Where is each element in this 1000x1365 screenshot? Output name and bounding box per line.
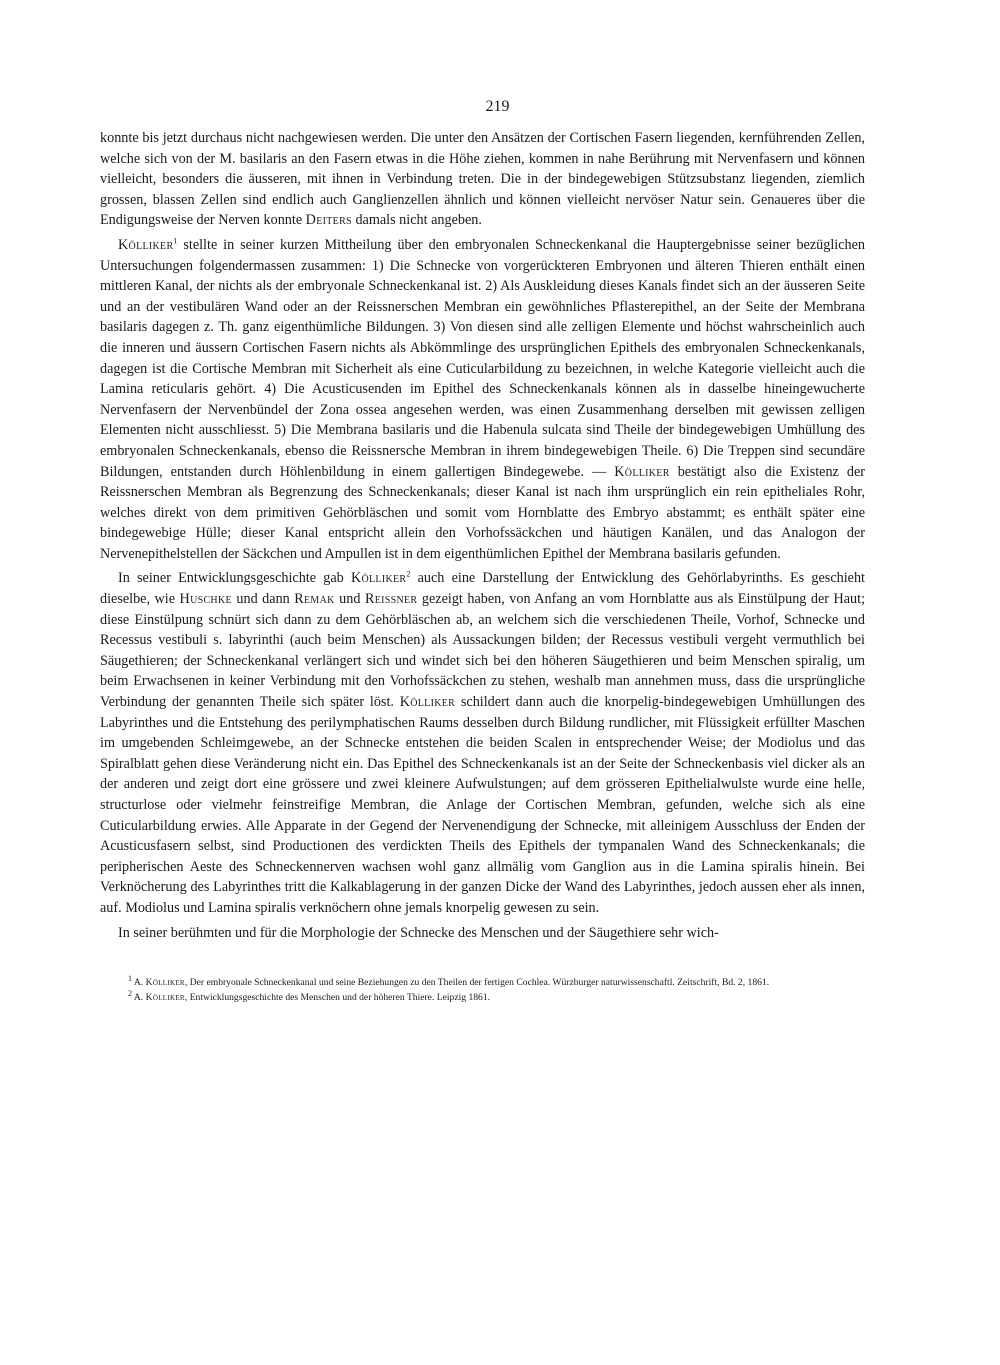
author-name: Kölliker	[614, 463, 670, 480]
paragraph	[100, 923, 865, 944]
body-text	[100, 128, 865, 943]
author-name: Kölliker	[350, 570, 407, 587]
text-run: und	[334, 591, 365, 608]
text-run: In seiner berühmten und für die Morphologie der Schnecke des Menschen und der Säugethiere sehr wich-	[118, 924, 719, 941]
footnote	[100, 975, 865, 990]
text-run: gezeigt haben, von Anfang an vom Hornblatte aus als Einstülpung der Haut; diese Einstülpung schnürt sich dann zu dem Gehörbläschen ab, an welchem sich die verschiedenen Theile, Vorhof, Schnecke und Recessus vestibuli s. labyrinthi (auch beim Menschen) als Aussackungen bilden; der Recessus vestibuli vergeht vermuthlich bei Säugethieren; der Schneckenkanal verlängert sich und windet sich bei den höheren Säugethieren und beim Menschen spiralig, um beim Erwachsenen in keiner Verbindung mit den Vorhofssäckchen zu stehen, weshalb man annehmen muss, dass die ursprüngliche Verbindung der genannten Theile sich später löst.	[100, 591, 866, 711]
text-run: A.	[132, 977, 146, 989]
text-run: und dann	[231, 591, 295, 608]
text-run: bestätigt also die Existenz der Reissnerschen Membran als Begrenzung des Schneckenkanals; dieser Kanal ist nach ihm ursprünglich ein rein epitheliales Rohr, welches direkt von dem primitiven Gehörbläschen und somit vom Hornblatte des Embryo abstammt; es enthält später eine bindegewebige Hülle; dieser Kanal entspricht allein den Vorhofssäckchen und häutigen Kanälen, und das Analogon der Nervenepithelstellen der Säckchen und Ampullen ist in dem eigenthümlichen Epithel der Membrana basilaris gefunden.	[100, 463, 865, 562]
author-name: Kölliker	[145, 977, 185, 989]
author-name: Deiters	[305, 212, 352, 229]
page-number: 219	[485, 98, 510, 115]
text-run: , Entwicklungsgeschichte des Menschen und der höheren Thiere. Leipzig 1861.	[184, 992, 491, 1004]
footnotes	[100, 975, 865, 1005]
text-run: In seiner Entwicklungsgeschichte gab	[118, 570, 351, 587]
text-run: auch eine Darstellung der Entwicklung des Gehörlabyrinths. Es geschieht dieselbe, wie	[100, 570, 865, 608]
author-name: Kölliker	[118, 236, 174, 253]
author-name: Kölliker	[399, 694, 456, 711]
paragraph	[100, 128, 865, 231]
text-run: A.	[132, 992, 146, 1004]
text-run: konnte bis jetzt durchaus nicht nachgewiesen werden. Die unter den Ansätzen der Cortischen Fasern liegenden, kernführenden Zellen, welche sich von der M. basilaris an den Fasern etwas in die Höhe ziehen, kommen in nahe Berührung mit Nervenfasern und können vielleicht, besonders die äusseren, mit ihnen in Verbindung treten. Die in der bindegewebigen Stützsubstanz liegenden, ziemlich grossen, blassen Zellen sind endlich auch Ganglienzellen ähnlich und können vielleicht nervöser Natur sein. Genaueres über die Endigungsweise der Nerven konnte	[100, 130, 865, 229]
author-name: Reissner	[364, 591, 418, 608]
page	[100, 96, 865, 1005]
text-run: stellte in seiner kurzen Mittheilung über den embryonalen Schneckenkanal die Hauptergebnisse seiner bezüglichen Untersuchungen folgendermassen zusammen: 1) Die Schnecke von vorgerückteren Embryonen und älteren Thieren enthält einen mittleren Kanal, der nichts als der embryonale Schneckenkanal ist. 2) Als Auskleidung dieses Kanals findet sich an der äusseren Seite und an der vestibulären Wand oder an der Reissnerschen Membran ein gewöhnliches Pflasterepithel, an der Seite der Membrana basilaris dagegen z. Th. ganz eigenthümliche Bildungen. 3) Von diesen sind alle zelligen Elemente und höchst wahrscheinlich auch die inneren und äussern Cortischen Fasern nichts als Abkömmlinge des ursprünglichen Epithels des embryonalen Schneckenkanals, dagegen ist die Cortische Membran mit Sicherheit als eine Cuticularbildung zu bezeichnen, in welche Kategorie vielleicht auch die Lamina reticularis gehört. 4) Die Acusticusenden im Epithel des Schneckenkanals können als in dasselbe hineingewucherte Nervenfasern der Nervenbündel der Zona ossea angesehen werden, was einen Zusammenhang derselben mit gewissen zelligen Elementen nicht ausschliesst. 5) Die Membrana basilaris und die Habenula sulcata sind Theile der bindegewebigen Umhüllung des embryonalen Schneckenkanals, ebenso die Reissnersche Membran in ihrem bindegewebigen Theile. 6) Die Treppen sind secundäre Bildungen, entstanden durch Höhlenbildung in einem gallertigen Bindegewebe. —	[100, 236, 865, 480]
paragraph	[100, 568, 865, 918]
author-name: Kölliker	[145, 992, 185, 1004]
text-run: damals nicht angeben.	[351, 212, 482, 229]
text-run: schildert dann auch die knorpelig-bindegewebigen Umhüllungen des Labyrinthes und die Entstehung des perilymphatischen Raums desselben durch Bildung rundlicher, mit Flüssigkeit erfüllter Maschen im umgebenden Schleimgewebe, an der Schnecke entstehen die beiden Scalen in entsprechender Weise; der Modiolus und das Spiralblatt gehen diese Veränderung nicht ein. Das Epithel des Schneckenkanals ist an der Seite der Schneckenbasis viel dicker als an der anderen und zeigt dort eine grössere und zwei kleinere Aufwulstungen; auf dem grösseren Epithelialwulste wurde eine helle, structurlose oder vielmehr feinstreifige Membran, die Anlage der Cortischen Membran, gefunden, welche sich als eine Cuticularbildung erwies. Alle Apparate in der Gegend der Nervenendigung der Schnecke, mit alleinigem Ausschluss der Enden der Acusticusfasern selbst, sind Productionen des verdickten Theils des Epithels der tympanalen Wand des Schneckenkanals; die peripherischen Aeste des Schneckennerven wachsen wohl ganz allmälig vom Ganglion aus in die Lamina spiralis hinein. Bei Verknöcherung des Labyrinthes tritt die Kalkablagerung in der ganzen Dicke der Wand des Labyrinthes, jedoch aussen eher als innen, auf. Modiolus und Lamina spiralis verknöchern ohne jemals knorpelig gewesen zu sein.	[100, 694, 865, 916]
footnote-marker: 2	[406, 569, 411, 579]
footnote	[100, 990, 865, 1005]
footnote-marker: 2	[128, 988, 132, 998]
author-name: Remak	[294, 591, 335, 608]
author-name: Huschke	[179, 591, 232, 608]
footnote-marker: 1	[173, 236, 178, 246]
text-run: , Der embryonale Schneckenkanal und seine Beziehungen zu den Theilen der fertigen Cochlea. Würzburger naturwissenschaftl. Zeitschrift, Bd. 2, 1861.	[184, 977, 770, 989]
footnote-marker: 1	[128, 973, 132, 983]
paragraph	[100, 235, 865, 565]
